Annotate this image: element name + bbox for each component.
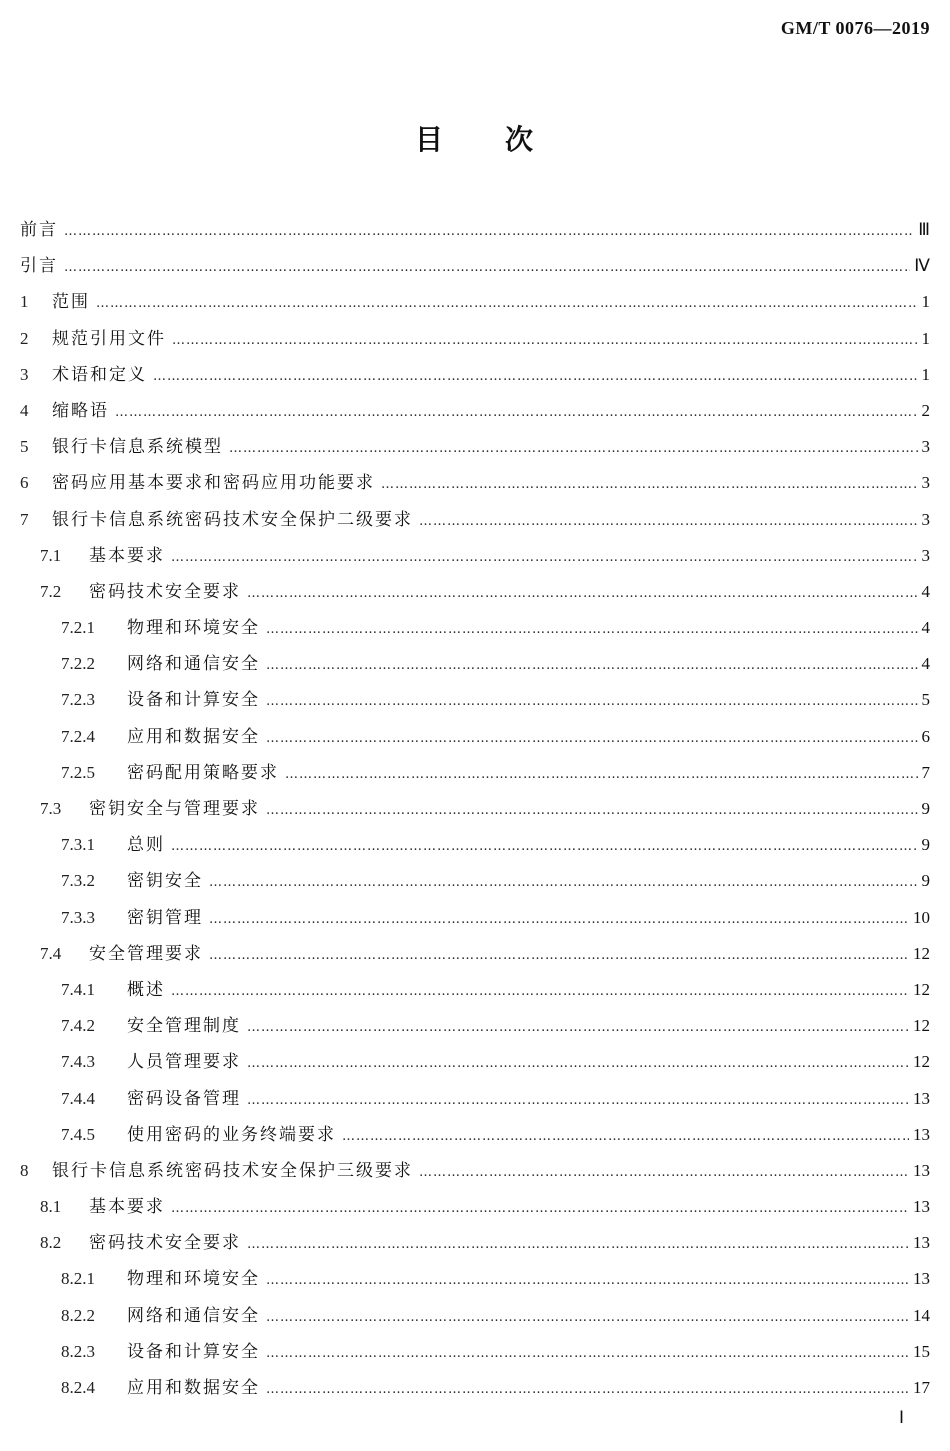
toc-dot-leader (266, 684, 918, 720)
toc-dot-leader (342, 1119, 909, 1155)
toc-dot-leader (419, 504, 918, 540)
toc-dot-leader (266, 1300, 909, 1336)
toc-entry-page: 10 (913, 907, 930, 927)
toc-dot-leader (229, 431, 918, 467)
toc-entry-title: 安全管理要求 (89, 943, 203, 964)
toc-entry-page: 9 (921, 871, 930, 891)
toc-entry-number: 8 (20, 1160, 29, 1180)
toc-dot-leader (247, 1083, 909, 1119)
toc-entry-number: 3 (20, 364, 29, 384)
toc-entry-number: 8.2.4 (61, 1378, 95, 1397)
toc-entry-page: 12 (913, 943, 930, 963)
toc-entry-title: 网络和通信安全 (127, 654, 260, 675)
toc-entry-number: 2 (20, 328, 29, 348)
toc-entry[interactable] (20, 1298, 930, 1334)
toc-entry-title: 密钥管理 (127, 907, 203, 928)
toc-entry-page: 3 (921, 509, 930, 529)
toc-entry-title: 设备和计算安全 (127, 1341, 260, 1362)
toc-entry-number: 7.4.5 (61, 1124, 95, 1144)
toc-entry[interactable] (20, 1044, 930, 1080)
toc-entry-number: 5 (20, 437, 29, 457)
toc-entry-number: 7.2.2 (61, 654, 95, 674)
toc-entry[interactable] (20, 429, 930, 465)
toc-entry-page: 13 (913, 1088, 930, 1108)
toc-entry-number: 8.2.1 (61, 1269, 95, 1289)
toc-entry-page: 9 (921, 835, 930, 855)
toc-entry-page: 3 (921, 437, 930, 457)
toc-entry-title: 应用和数据安全 (127, 726, 260, 747)
toc-entry[interactable] (20, 321, 930, 357)
toc-entry-title: 银行卡信息系统密码技术安全保护三级要求 (52, 1160, 413, 1181)
toc-entry[interactable] (20, 393, 930, 429)
toc-entry-number: 7.2 (40, 581, 62, 601)
toc-entry[interactable] (20, 646, 930, 682)
toc-entry-number: 7 (20, 509, 29, 529)
toc-entry[interactable] (20, 1370, 930, 1406)
page-title (0, 118, 950, 158)
toc-entry-number: 8.1 (40, 1197, 62, 1217)
toc-entry-title: 规范引用文件 (52, 328, 166, 349)
toc-entry-number: 8.2.2 (61, 1305, 95, 1325)
toc-entry[interactable] (20, 284, 930, 320)
toc-entry[interactable] (20, 755, 930, 791)
toc-entry[interactable] (20, 1081, 930, 1117)
toc-entry[interactable] (20, 972, 930, 1008)
toc-dot-leader (285, 757, 918, 793)
toc-entry[interactable] (20, 863, 930, 899)
toc-dot-leader (419, 1155, 909, 1191)
toc-entry-title: 设备和计算安全 (127, 690, 260, 711)
toc-dot-leader (247, 1010, 909, 1046)
toc-dot-leader (115, 395, 918, 431)
toc-entry-number: 7.2.5 (61, 762, 95, 782)
toc-entry-page: 12 (913, 1052, 930, 1072)
toc-entry-title: 应用和数据安全 (127, 1378, 260, 1398)
toc-entry[interactable] (20, 465, 930, 501)
toc-entry-page: 1 (921, 292, 930, 312)
toc-entry-page: 9 (921, 799, 930, 818)
toc-dot-leader (266, 612, 918, 648)
toc-dot-leader (266, 1263, 909, 1299)
toc-entry[interactable] (20, 719, 930, 755)
toc-entry-number: 7.3.2 (61, 871, 95, 891)
toc-entry-number: 7.2.4 (61, 726, 95, 746)
toc-entry[interactable] (20, 1008, 930, 1044)
page-number: Ⅰ (898, 1408, 904, 1427)
toc-entry-page: 1 (921, 364, 930, 384)
toc-dot-leader (209, 902, 909, 938)
toc-dot-leader (266, 721, 918, 757)
toc-entry-title: 密钥安全与管理要求 (89, 799, 260, 819)
toc-entry-page: 12 (913, 979, 930, 999)
toc-entry-number: 7.3.3 (61, 907, 95, 927)
toc-dot-leader (209, 938, 909, 974)
toc-entry-title: 基本要求 (89, 545, 165, 566)
toc-entry[interactable] (20, 791, 930, 827)
toc-entry[interactable] (20, 538, 930, 574)
toc-entry-title: 引言 (20, 256, 58, 277)
toc-entry-number: 7.4.2 (61, 1016, 95, 1036)
toc-entry-number: 7.4 (40, 943, 62, 963)
toc-entry[interactable] (20, 1225, 930, 1261)
toc-dot-leader (64, 250, 910, 286)
toc-entry-title: 前言 (20, 220, 58, 240)
toc-entry-number: 7.3.1 (61, 835, 95, 855)
toc-entry-title: 人员管理要求 (127, 1052, 241, 1073)
toc-dot-leader (172, 323, 918, 359)
toc-entry-page: 13 (913, 1269, 930, 1289)
toc-entry-page: 2 (921, 400, 930, 420)
toc-entry-page: 13 (913, 1197, 930, 1217)
toc-entry-number: 8.2 (40, 1233, 62, 1253)
toc-entry-title: 安全管理制度 (127, 1016, 241, 1037)
toc-entry-title: 密码应用基本要求和密码应用功能要求 (52, 473, 375, 494)
toc-entry-number: 7.4.4 (61, 1088, 95, 1108)
toc-entry[interactable] (20, 1261, 930, 1297)
toc-entry[interactable] (20, 1153, 930, 1189)
toc-entry-page: 4 (921, 654, 930, 674)
toc-entry[interactable] (20, 357, 930, 393)
toc-entry-page: 13 (913, 1233, 930, 1253)
table-of-contents (20, 212, 930, 1406)
toc-entry-title: 总则 (127, 835, 165, 856)
toc-dot-leader (247, 1227, 909, 1263)
toc-dot-leader (266, 1336, 909, 1372)
toc-entry-page: 12 (913, 1016, 930, 1036)
toc-entry-title: 银行卡信息系统密码技术安全保护二级要求 (52, 509, 413, 530)
toc-entry[interactable] (20, 212, 930, 248)
toc-entry-number: 1 (20, 292, 29, 312)
toc-entry-page: 6 (921, 726, 930, 746)
toc-entry-number: 7.3 (40, 799, 62, 818)
toc-entry[interactable] (20, 610, 930, 646)
toc-entry-number: 6 (20, 473, 29, 493)
toc-entry[interactable] (20, 827, 930, 863)
toc-entry-number: 7.4.3 (61, 1052, 95, 1072)
toc-dot-leader (171, 974, 909, 1010)
toc-entry-title: 概述 (127, 979, 165, 1000)
toc-entry-title: 密码技术安全要求 (89, 1233, 241, 1254)
toc-entry-title: 密码技术安全要求 (89, 581, 241, 602)
toc-entry-title: 术语和定义 (52, 364, 147, 385)
toc-entry-page: 4 (921, 618, 930, 638)
toc-entry-page: 3 (921, 473, 930, 493)
toc-entry[interactable] (20, 936, 930, 972)
toc-entry-title: 物理和环境安全 (127, 1269, 260, 1290)
toc-dot-leader (266, 793, 918, 829)
toc-entry[interactable] (20, 502, 930, 538)
toc-dot-leader (209, 865, 918, 901)
toc-entry-page: 13 (913, 1124, 930, 1144)
toc-entry[interactable] (20, 1334, 930, 1370)
toc-entry-title: 密码设备管理 (127, 1088, 241, 1109)
toc-entry[interactable] (20, 574, 930, 610)
toc-entry-page: 15 (913, 1341, 930, 1361)
toc-entry-page: 1 (921, 328, 930, 348)
toc-dot-leader (171, 1191, 909, 1227)
toc-entry-number: 7.2.1 (61, 618, 95, 638)
toc-entry-page: Ⅲ (918, 220, 930, 239)
toc-dot-leader (171, 829, 918, 865)
toc-dot-leader (266, 648, 918, 684)
toc-entry-page: 4 (921, 581, 930, 601)
page-title-part1: 目 (414, 123, 445, 156)
toc-entry-title: 缩略语 (52, 400, 109, 421)
toc-entry-title: 密码配用策略要求 (127, 762, 279, 783)
toc-entry-title: 银行卡信息系统模型 (52, 437, 223, 458)
toc-dot-leader (153, 359, 918, 395)
toc-entry-number: 7.4.1 (61, 979, 95, 999)
toc-entry-number: 4 (20, 400, 29, 420)
toc-entry-page: 13 (913, 1160, 930, 1180)
toc-dot-leader (171, 540, 918, 576)
toc-entry-page: 17 (913, 1378, 930, 1397)
toc-dot-leader (247, 576, 918, 612)
toc-dot-leader (247, 1046, 909, 1082)
toc-entry-title: 基本要求 (89, 1197, 165, 1218)
toc-entry-number: 8.2.3 (61, 1341, 95, 1361)
toc-entry-page: 5 (921, 690, 930, 710)
toc-entry[interactable] (20, 1189, 930, 1225)
toc-entry-title: 使用密码的业务终端要求 (127, 1124, 336, 1145)
toc-dot-leader (96, 286, 918, 322)
toc-entry-title: 密钥安全 (127, 871, 203, 892)
standard-code: GM/T 0076—2019 (780, 18, 930, 38)
page-title-part2: 次 (505, 123, 536, 156)
toc-entry-number: 7.1 (40, 545, 62, 565)
toc-entry-title: 网络和通信安全 (127, 1305, 260, 1326)
toc-entry[interactable] (20, 248, 930, 284)
toc-entry-title: 物理和环境安全 (127, 618, 260, 639)
toc-entry-page: Ⅳ (914, 256, 930, 276)
toc-entry-page: 3 (921, 545, 930, 565)
toc-dot-leader (381, 467, 918, 503)
toc-entry-number: 7.2.3 (61, 690, 95, 710)
toc-entry-page: 7 (921, 762, 930, 782)
toc-entry[interactable] (20, 682, 930, 718)
toc-entry[interactable] (20, 900, 930, 936)
toc-entry-page: 14 (913, 1305, 930, 1325)
toc-entry[interactable] (20, 1117, 930, 1153)
toc-dot-leader (64, 214, 914, 250)
toc-entry-title: 范围 (52, 292, 90, 313)
toc-dot-leader (266, 1372, 909, 1408)
